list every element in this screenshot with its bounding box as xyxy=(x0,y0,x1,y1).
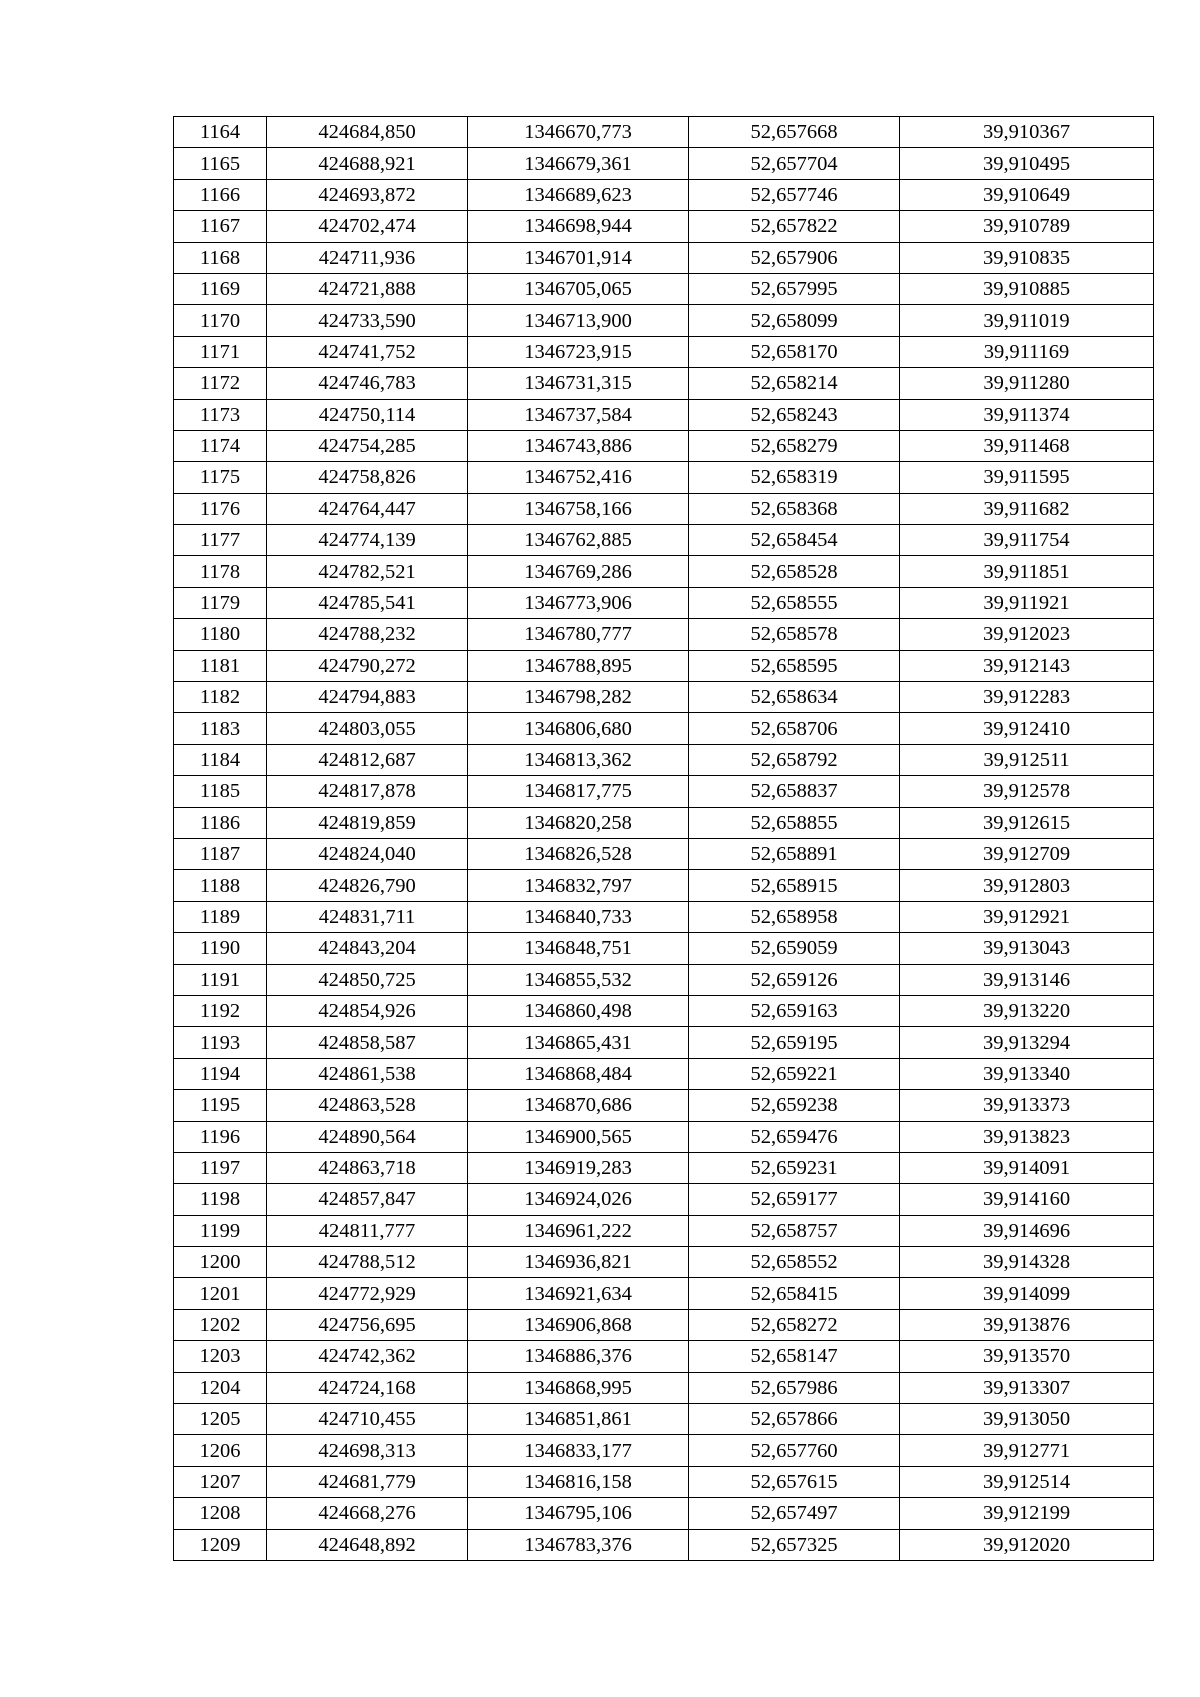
latitude-cell: 52,658147 xyxy=(689,1341,900,1372)
point-number-cell: 1183 xyxy=(174,713,267,744)
point-number-cell: 1200 xyxy=(174,1247,267,1278)
table-row xyxy=(174,870,1154,901)
table-row xyxy=(174,1341,1154,1372)
table-row xyxy=(174,1309,1154,1340)
latitude-cell: 52,657615 xyxy=(689,1466,900,1497)
x-coordinate-cell: 424817,878 xyxy=(267,776,468,807)
latitude-cell: 52,659195 xyxy=(689,1027,900,1058)
longitude-cell: 39,911595 xyxy=(900,462,1154,493)
x-coordinate-cell: 424774,139 xyxy=(267,525,468,556)
x-coordinate-cell: 424688,921 xyxy=(267,148,468,179)
latitude-cell: 52,658958 xyxy=(689,901,900,932)
longitude-cell: 39,913570 xyxy=(900,1341,1154,1372)
x-coordinate-cell: 424788,232 xyxy=(267,619,468,650)
latitude-cell: 52,658528 xyxy=(689,556,900,587)
y-coordinate-cell: 1346868,484 xyxy=(468,1058,689,1089)
point-number-cell: 1168 xyxy=(174,242,267,273)
longitude-cell: 39,912410 xyxy=(900,713,1154,744)
table-row xyxy=(174,117,1154,148)
x-coordinate-cell: 424648,892 xyxy=(267,1529,468,1560)
table-row xyxy=(174,1027,1154,1058)
x-coordinate-cell: 424754,285 xyxy=(267,430,468,461)
longitude-cell: 39,910495 xyxy=(900,148,1154,179)
table-row xyxy=(174,1121,1154,1152)
x-coordinate-cell: 424843,204 xyxy=(267,933,468,964)
y-coordinate-cell: 1346670,773 xyxy=(468,117,689,148)
longitude-cell: 39,912921 xyxy=(900,901,1154,932)
x-coordinate-cell: 424724,168 xyxy=(267,1372,468,1403)
x-coordinate-cell: 424890,564 xyxy=(267,1121,468,1152)
y-coordinate-cell: 1346936,821 xyxy=(468,1247,689,1278)
longitude-cell: 39,911169 xyxy=(900,336,1154,367)
point-number-cell: 1173 xyxy=(174,399,267,430)
y-coordinate-cell: 1346679,361 xyxy=(468,148,689,179)
y-coordinate-cell: 1346961,222 xyxy=(468,1215,689,1246)
x-coordinate-cell: 424854,926 xyxy=(267,995,468,1026)
latitude-cell: 52,657668 xyxy=(689,117,900,148)
point-number-cell: 1195 xyxy=(174,1090,267,1121)
latitude-cell: 52,657986 xyxy=(689,1372,900,1403)
table-row xyxy=(174,1247,1154,1278)
point-number-cell: 1164 xyxy=(174,117,267,148)
table-row xyxy=(174,336,1154,367)
longitude-cell: 39,910885 xyxy=(900,273,1154,304)
point-number-cell: 1191 xyxy=(174,964,267,995)
y-coordinate-cell: 1346840,733 xyxy=(468,901,689,932)
table-row xyxy=(174,776,1154,807)
x-coordinate-cell: 424831,711 xyxy=(267,901,468,932)
y-coordinate-cell: 1346783,376 xyxy=(468,1529,689,1560)
x-coordinate-cell: 424863,528 xyxy=(267,1090,468,1121)
latitude-cell: 52,659221 xyxy=(689,1058,900,1089)
y-coordinate-cell: 1346701,914 xyxy=(468,242,689,273)
table-row xyxy=(174,1215,1154,1246)
x-coordinate-cell: 424819,859 xyxy=(267,807,468,838)
longitude-cell: 39,911468 xyxy=(900,430,1154,461)
x-coordinate-cell: 424785,541 xyxy=(267,587,468,618)
table-row xyxy=(174,493,1154,524)
x-coordinate-cell: 424684,850 xyxy=(267,117,468,148)
point-number-cell: 1186 xyxy=(174,807,267,838)
x-coordinate-cell: 424811,777 xyxy=(267,1215,468,1246)
y-coordinate-cell: 1346698,944 xyxy=(468,211,689,242)
latitude-cell: 52,658837 xyxy=(689,776,900,807)
longitude-cell: 39,913373 xyxy=(900,1090,1154,1121)
x-coordinate-cell: 424824,040 xyxy=(267,838,468,869)
y-coordinate-cell: 1346855,532 xyxy=(468,964,689,995)
latitude-cell: 52,657325 xyxy=(689,1529,900,1560)
y-coordinate-cell: 1346723,915 xyxy=(468,336,689,367)
x-coordinate-cell: 424826,790 xyxy=(267,870,468,901)
longitude-cell: 39,912615 xyxy=(900,807,1154,838)
latitude-cell: 52,657497 xyxy=(689,1498,900,1529)
y-coordinate-cell: 1346919,283 xyxy=(468,1152,689,1183)
latitude-cell: 52,658855 xyxy=(689,807,900,838)
y-coordinate-cell: 1346868,995 xyxy=(468,1372,689,1403)
point-number-cell: 1207 xyxy=(174,1466,267,1497)
y-coordinate-cell: 1346713,900 xyxy=(468,305,689,336)
x-coordinate-cell: 424693,872 xyxy=(267,179,468,210)
x-coordinate-cell: 424850,725 xyxy=(267,964,468,995)
longitude-cell: 39,913050 xyxy=(900,1404,1154,1435)
y-coordinate-cell: 1346870,686 xyxy=(468,1090,689,1121)
table-row xyxy=(174,838,1154,869)
longitude-cell: 39,912283 xyxy=(900,682,1154,713)
y-coordinate-cell: 1346826,528 xyxy=(468,838,689,869)
y-coordinate-cell: 1346737,584 xyxy=(468,399,689,430)
table-row xyxy=(174,1184,1154,1215)
point-number-cell: 1174 xyxy=(174,430,267,461)
table-row xyxy=(174,1152,1154,1183)
x-coordinate-cell: 424861,538 xyxy=(267,1058,468,1089)
table-row xyxy=(174,430,1154,461)
x-coordinate-cell: 424812,687 xyxy=(267,744,468,775)
point-number-cell: 1189 xyxy=(174,901,267,932)
table-row xyxy=(174,1278,1154,1309)
y-coordinate-cell: 1346886,376 xyxy=(468,1341,689,1372)
latitude-cell: 52,659126 xyxy=(689,964,900,995)
x-coordinate-cell: 424758,826 xyxy=(267,462,468,493)
latitude-cell: 52,657822 xyxy=(689,211,900,242)
table-row xyxy=(174,1404,1154,1435)
y-coordinate-cell: 1346798,282 xyxy=(468,682,689,713)
latitude-cell: 52,657866 xyxy=(689,1404,900,1435)
point-number-cell: 1198 xyxy=(174,1184,267,1215)
longitude-cell: 39,912511 xyxy=(900,744,1154,775)
x-coordinate-cell: 424702,474 xyxy=(267,211,468,242)
point-number-cell: 1175 xyxy=(174,462,267,493)
y-coordinate-cell: 1346813,362 xyxy=(468,744,689,775)
point-number-cell: 1202 xyxy=(174,1309,267,1340)
point-number-cell: 1176 xyxy=(174,493,267,524)
point-number-cell: 1196 xyxy=(174,1121,267,1152)
point-number-cell: 1184 xyxy=(174,744,267,775)
latitude-cell: 52,659059 xyxy=(689,933,900,964)
y-coordinate-cell: 1346743,886 xyxy=(468,430,689,461)
latitude-cell: 52,658214 xyxy=(689,368,900,399)
table-row xyxy=(174,1090,1154,1121)
x-coordinate-cell: 424721,888 xyxy=(267,273,468,304)
latitude-cell: 52,658634 xyxy=(689,682,900,713)
latitude-cell: 52,659476 xyxy=(689,1121,900,1152)
longitude-cell: 39,912803 xyxy=(900,870,1154,901)
latitude-cell: 52,657760 xyxy=(689,1435,900,1466)
latitude-cell: 52,658915 xyxy=(689,870,900,901)
latitude-cell: 52,658279 xyxy=(689,430,900,461)
y-coordinate-cell: 1346820,258 xyxy=(468,807,689,838)
longitude-cell: 39,912771 xyxy=(900,1435,1154,1466)
point-number-cell: 1165 xyxy=(174,148,267,179)
table-row xyxy=(174,368,1154,399)
table-row xyxy=(174,242,1154,273)
latitude-cell: 52,658319 xyxy=(689,462,900,493)
longitude-cell: 39,913340 xyxy=(900,1058,1154,1089)
latitude-cell: 52,657906 xyxy=(689,242,900,273)
table-row xyxy=(174,305,1154,336)
longitude-cell: 39,912023 xyxy=(900,619,1154,650)
point-number-cell: 1194 xyxy=(174,1058,267,1089)
point-number-cell: 1193 xyxy=(174,1027,267,1058)
longitude-cell: 39,912143 xyxy=(900,650,1154,681)
y-coordinate-cell: 1346773,906 xyxy=(468,587,689,618)
y-coordinate-cell: 1346865,431 xyxy=(468,1027,689,1058)
x-coordinate-cell: 424782,521 xyxy=(267,556,468,587)
table-row xyxy=(174,179,1154,210)
x-coordinate-cell: 424711,936 xyxy=(267,242,468,273)
y-coordinate-cell: 1346848,751 xyxy=(468,933,689,964)
table-row xyxy=(174,1058,1154,1089)
x-coordinate-cell: 424742,362 xyxy=(267,1341,468,1372)
table-row xyxy=(174,525,1154,556)
x-coordinate-cell: 424746,783 xyxy=(267,368,468,399)
point-number-cell: 1206 xyxy=(174,1435,267,1466)
latitude-cell: 52,658099 xyxy=(689,305,900,336)
latitude-cell: 52,658891 xyxy=(689,838,900,869)
point-number-cell: 1181 xyxy=(174,650,267,681)
longitude-cell: 39,913876 xyxy=(900,1309,1154,1340)
longitude-cell: 39,913307 xyxy=(900,1372,1154,1403)
latitude-cell: 52,658170 xyxy=(689,336,900,367)
y-coordinate-cell: 1346758,166 xyxy=(468,493,689,524)
point-number-cell: 1169 xyxy=(174,273,267,304)
table-row xyxy=(174,744,1154,775)
y-coordinate-cell: 1346906,868 xyxy=(468,1309,689,1340)
longitude-cell: 39,911374 xyxy=(900,399,1154,430)
latitude-cell: 52,657746 xyxy=(689,179,900,210)
point-number-cell: 1180 xyxy=(174,619,267,650)
y-coordinate-cell: 1346924,026 xyxy=(468,1184,689,1215)
y-coordinate-cell: 1346833,177 xyxy=(468,1435,689,1466)
x-coordinate-cell: 424698,313 xyxy=(267,1435,468,1466)
latitude-cell: 52,659231 xyxy=(689,1152,900,1183)
x-coordinate-cell: 424681,779 xyxy=(267,1466,468,1497)
y-coordinate-cell: 1346851,861 xyxy=(468,1404,689,1435)
point-number-cell: 1171 xyxy=(174,336,267,367)
latitude-cell: 52,657995 xyxy=(689,273,900,304)
point-number-cell: 1179 xyxy=(174,587,267,618)
longitude-cell: 39,911280 xyxy=(900,368,1154,399)
table-row xyxy=(174,273,1154,304)
longitude-cell: 39,913823 xyxy=(900,1121,1154,1152)
latitude-cell: 52,658454 xyxy=(689,525,900,556)
latitude-cell: 52,659177 xyxy=(689,1184,900,1215)
y-coordinate-cell: 1346705,065 xyxy=(468,273,689,304)
longitude-cell: 39,911754 xyxy=(900,525,1154,556)
y-coordinate-cell: 1346816,158 xyxy=(468,1466,689,1497)
table-row xyxy=(174,1529,1154,1560)
x-coordinate-cell: 424803,055 xyxy=(267,713,468,744)
point-number-cell: 1208 xyxy=(174,1498,267,1529)
point-number-cell: 1167 xyxy=(174,211,267,242)
longitude-cell: 39,912020 xyxy=(900,1529,1154,1560)
y-coordinate-cell: 1346731,315 xyxy=(468,368,689,399)
latitude-cell: 52,658706 xyxy=(689,713,900,744)
longitude-cell: 39,913043 xyxy=(900,933,1154,964)
table-row xyxy=(174,619,1154,650)
longitude-cell: 39,911851 xyxy=(900,556,1154,587)
point-number-cell: 1205 xyxy=(174,1404,267,1435)
table-row xyxy=(174,650,1154,681)
y-coordinate-cell: 1346900,565 xyxy=(468,1121,689,1152)
x-coordinate-cell: 424668,276 xyxy=(267,1498,468,1529)
x-coordinate-cell: 424794,883 xyxy=(267,682,468,713)
longitude-cell: 39,913220 xyxy=(900,995,1154,1026)
latitude-cell: 52,658555 xyxy=(689,587,900,618)
table-row xyxy=(174,1435,1154,1466)
longitude-cell: 39,912578 xyxy=(900,776,1154,807)
latitude-cell: 52,659163 xyxy=(689,995,900,1026)
table-row xyxy=(174,901,1154,932)
table-row xyxy=(174,399,1154,430)
longitude-cell: 39,911682 xyxy=(900,493,1154,524)
y-coordinate-cell: 1346832,797 xyxy=(468,870,689,901)
y-coordinate-cell: 1346817,775 xyxy=(468,776,689,807)
x-coordinate-cell: 424790,272 xyxy=(267,650,468,681)
point-number-cell: 1203 xyxy=(174,1341,267,1372)
table-row xyxy=(174,713,1154,744)
table-row xyxy=(174,556,1154,587)
latitude-cell: 52,659238 xyxy=(689,1090,900,1121)
table-row xyxy=(174,995,1154,1026)
x-coordinate-cell: 424756,695 xyxy=(267,1309,468,1340)
table-row xyxy=(174,1498,1154,1529)
latitude-cell: 52,658368 xyxy=(689,493,900,524)
latitude-cell: 52,658415 xyxy=(689,1278,900,1309)
table-row xyxy=(174,148,1154,179)
y-coordinate-cell: 1346762,885 xyxy=(468,525,689,556)
latitude-cell: 52,658578 xyxy=(689,619,900,650)
longitude-cell: 39,914328 xyxy=(900,1247,1154,1278)
longitude-cell: 39,913146 xyxy=(900,964,1154,995)
longitude-cell: 39,914160 xyxy=(900,1184,1154,1215)
table-row xyxy=(174,807,1154,838)
latitude-cell: 52,658792 xyxy=(689,744,900,775)
x-coordinate-cell: 424857,847 xyxy=(267,1184,468,1215)
x-coordinate-cell: 424772,929 xyxy=(267,1278,468,1309)
point-number-cell: 1177 xyxy=(174,525,267,556)
longitude-cell: 39,912199 xyxy=(900,1498,1154,1529)
point-number-cell: 1190 xyxy=(174,933,267,964)
point-number-cell: 1197 xyxy=(174,1152,267,1183)
y-coordinate-cell: 1346860,498 xyxy=(468,995,689,1026)
latitude-cell: 52,658272 xyxy=(689,1309,900,1340)
table-row xyxy=(174,1372,1154,1403)
latitude-cell: 52,658243 xyxy=(689,399,900,430)
point-number-cell: 1192 xyxy=(174,995,267,1026)
x-coordinate-cell: 424750,114 xyxy=(267,399,468,430)
longitude-cell: 39,910367 xyxy=(900,117,1154,148)
longitude-cell: 39,911921 xyxy=(900,587,1154,618)
point-number-cell: 1172 xyxy=(174,368,267,399)
latitude-cell: 52,657704 xyxy=(689,148,900,179)
longitude-cell: 39,910789 xyxy=(900,211,1154,242)
point-number-cell: 1185 xyxy=(174,776,267,807)
table-row xyxy=(174,462,1154,493)
y-coordinate-cell: 1346795,106 xyxy=(468,1498,689,1529)
table-row xyxy=(174,211,1154,242)
x-coordinate-cell: 424710,455 xyxy=(267,1404,468,1435)
x-coordinate-cell: 424788,512 xyxy=(267,1247,468,1278)
y-coordinate-cell: 1346921,634 xyxy=(468,1278,689,1309)
longitude-cell: 39,914696 xyxy=(900,1215,1154,1246)
x-coordinate-cell: 424858,587 xyxy=(267,1027,468,1058)
latitude-cell: 52,658552 xyxy=(689,1247,900,1278)
longitude-cell: 39,912709 xyxy=(900,838,1154,869)
latitude-cell: 52,658595 xyxy=(689,650,900,681)
x-coordinate-cell: 424733,590 xyxy=(267,305,468,336)
longitude-cell: 39,914091 xyxy=(900,1152,1154,1183)
table-row xyxy=(174,682,1154,713)
y-coordinate-cell: 1346752,416 xyxy=(468,462,689,493)
y-coordinate-cell: 1346780,777 xyxy=(468,619,689,650)
point-number-cell: 1187 xyxy=(174,838,267,869)
table-row xyxy=(174,964,1154,995)
table-row xyxy=(174,933,1154,964)
point-number-cell: 1209 xyxy=(174,1529,267,1560)
coordinates-table-body xyxy=(174,117,1154,1561)
y-coordinate-cell: 1346788,895 xyxy=(468,650,689,681)
point-number-cell: 1178 xyxy=(174,556,267,587)
longitude-cell: 39,910835 xyxy=(900,242,1154,273)
y-coordinate-cell: 1346689,623 xyxy=(468,179,689,210)
point-number-cell: 1199 xyxy=(174,1215,267,1246)
point-number-cell: 1166 xyxy=(174,179,267,210)
longitude-cell: 39,912514 xyxy=(900,1466,1154,1497)
point-number-cell: 1188 xyxy=(174,870,267,901)
longitude-cell: 39,913294 xyxy=(900,1027,1154,1058)
latitude-cell: 52,658757 xyxy=(689,1215,900,1246)
point-number-cell: 1170 xyxy=(174,305,267,336)
point-number-cell: 1204 xyxy=(174,1372,267,1403)
table-row xyxy=(174,1466,1154,1497)
point-number-cell: 1182 xyxy=(174,682,267,713)
longitude-cell: 39,914099 xyxy=(900,1278,1154,1309)
x-coordinate-cell: 424741,752 xyxy=(267,336,468,367)
y-coordinate-cell: 1346806,680 xyxy=(468,713,689,744)
coordinates-table xyxy=(173,116,1154,1561)
x-coordinate-cell: 424764,447 xyxy=(267,493,468,524)
longitude-cell: 39,910649 xyxy=(900,179,1154,210)
longitude-cell: 39,911019 xyxy=(900,305,1154,336)
table-row xyxy=(174,587,1154,618)
point-number-cell: 1201 xyxy=(174,1278,267,1309)
y-coordinate-cell: 1346769,286 xyxy=(468,556,689,587)
x-coordinate-cell: 424863,718 xyxy=(267,1152,468,1183)
